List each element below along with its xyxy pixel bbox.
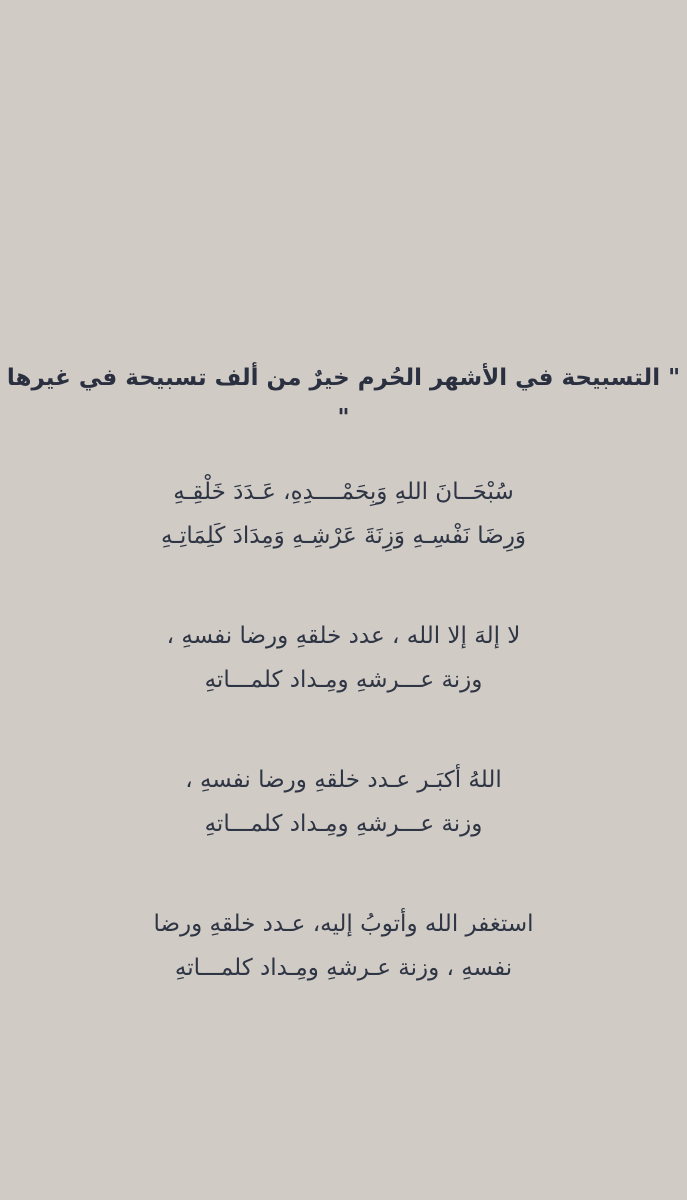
page-title: " التسبيحة في الأشهر الحُرم خيرٌ من ألف تسبيحة في غيرها "	[6, 365, 681, 431]
stanza-istighfar	[0, 902, 687, 990]
stanza-tasbih	[0, 470, 687, 558]
dhikr-card	[0, 358, 687, 1046]
stanza-line: وزنة عـــرشهِ ومِـداد كلمـــاتهِ	[204, 811, 483, 837]
stanza-tahlil	[0, 614, 687, 702]
stanza-line: لا إلهَ إلا الله ، عدد خلقهِ ورضا نفسهِ ،	[166, 623, 521, 649]
stanza-line: وزنة عـــرشهِ ومِـداد كلمـــاتهِ	[204, 667, 483, 693]
stanza-takbir	[0, 758, 687, 846]
stanza-line: اللهُ أكبَـر عـدد خلقهِ ورضا نفسهِ ،	[185, 767, 502, 793]
stanza-line: سُبْحَــانَ اللهِ وَبِحَمْــــدِهِ، عَـدَدَ خَلْقِـهِ	[173, 479, 514, 505]
stanza-line: استغفر الله وأتوبُ إليه، عـدد خلقهِ ورضا	[153, 911, 534, 937]
stanza-line: نفسهِ ، وزنة عـرشهِ ومِـداد كلمـــاتهِ	[174, 955, 513, 981]
stanza-line: وَرِضَا نَفْسِـهِ وَزِنَةَ عَرْشِـهِ وَمِدَادَ كَلِمَاتِـهِ	[160, 523, 527, 549]
